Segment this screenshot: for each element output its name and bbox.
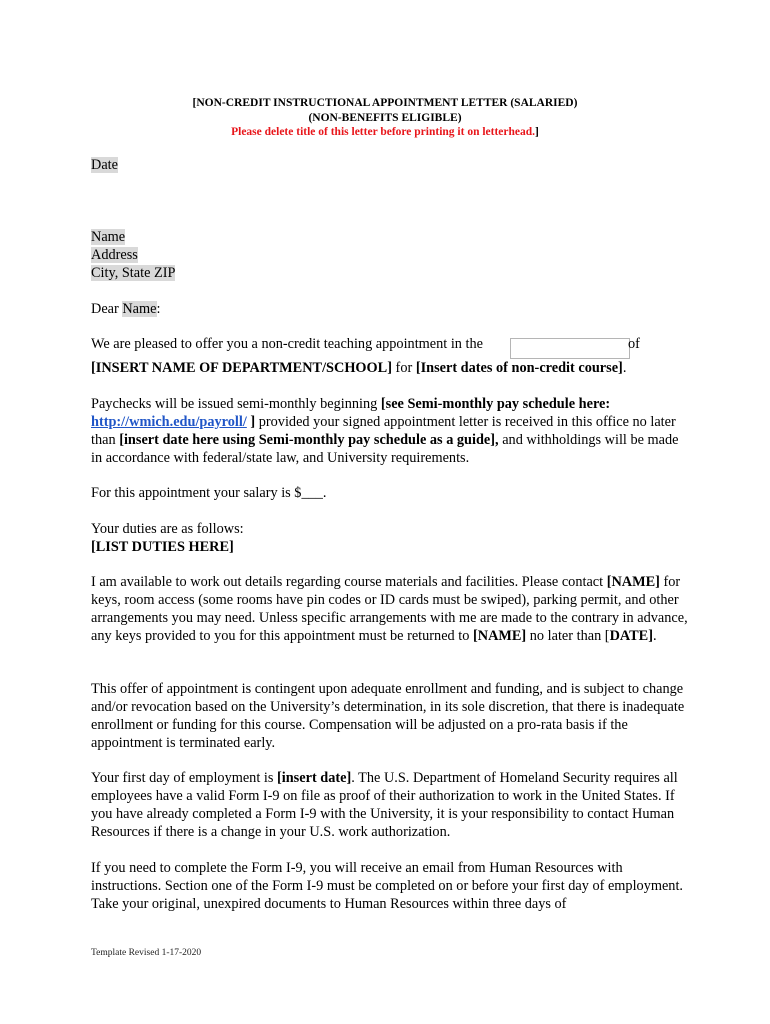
first-day-b1: [insert date] — [277, 770, 352, 786]
offer-dates: [Insert dates of non-credit course] — [415, 360, 623, 376]
offer-for: for — [391, 360, 416, 376]
title-note-red: Please delete title of this letter before printing it on letterhead. — [231, 126, 536, 138]
date-line — [91, 156, 691, 174]
title-line-2: (NON-BENEFITS ELIGIBLE) — [308, 111, 462, 124]
address-name: Name — [91, 229, 126, 245]
title-note — [0, 125, 770, 140]
available-b1: [NAME] — [606, 574, 660, 590]
department-input-field[interactable] — [510, 338, 630, 359]
available-t3: no later than [ — [526, 628, 610, 644]
available-t4: . — [652, 628, 657, 644]
salary-line: For this appointment your salary is $___. — [91, 485, 327, 501]
first-day-t1: Your first day of employment is — [91, 770, 277, 786]
available-t2: for keys, room access (some rooms have pin codes or ID cards must be swiped), parking permit, and other arrangements you may need. Unless specific arrangements with me are made to the contrary in advance, any keys provided to you for this appointment must be returned to — [91, 574, 688, 644]
payroll-link[interactable]: http://wmich.edu/payroll/ — [91, 414, 247, 430]
greeting-suffix: : — [156, 301, 161, 317]
contingent-paragraph: This offer of appointment is contingent upon adequate enrollment and funding, and is subject to change and/or revocation based on the University’s determination, in its sole discretion, that there is inadequate enrollment or funding for this course. Compensation will be adjusted on a pro-rata basis if the appointment is terminated early. — [91, 681, 685, 751]
address-block — [91, 228, 691, 282]
date-field: Date — [91, 157, 118, 173]
paychecks-t1: Paychecks will be issued semi-monthly beginning — [91, 396, 381, 412]
offer-dept: [INSERT NAME OF DEPARTMENT/SCHOOL] — [91, 360, 392, 376]
paychecks-b1: [see Semi-monthly pay schedule here: — [380, 396, 611, 412]
available-paragraph — [91, 573, 691, 645]
paychecks-b3: [insert date here using Semi-monthly pay schedule as a guide], — [119, 432, 499, 448]
duties-intro: Your duties are as follows: — [91, 521, 244, 537]
paychecks-t2: provided your signed appointment letter is received in this office no later than — [91, 414, 676, 448]
offer-line-2 — [91, 359, 711, 377]
greeting-name: Name — [122, 301, 157, 317]
first-day-t2: . The U.S. Department of Homeland Security requires all employees have a valid Form I-9 on file as proof of their authorization to work in the United States. If you have already completed a Form I-9 with the University, it is your responsibility to contact Human Resources if there is a change in your U.S. work authorization. — [91, 770, 678, 840]
available-b2: [NAME] — [472, 628, 527, 644]
duties-list: [LIST DUTIES HERE] — [91, 539, 234, 555]
offer-of: of — [628, 336, 640, 352]
title-line-1: [NON-CREDIT INSTRUCTIONAL APPOINTMENT LETTER (SALARIED) — [192, 97, 578, 109]
paychecks-paragraph — [91, 395, 691, 467]
available-t1: I am available to work out details regarding course materials and facilities. Please contact — [91, 574, 607, 590]
duties-block — [91, 520, 691, 556]
paychecks-t3: and withholdings will be made in accordance with federal/state law, and University requirements. — [91, 432, 679, 466]
first-day-paragraph — [91, 769, 691, 841]
available-b3: DATE] — [609, 628, 653, 644]
greeting-prefix: Dear — [91, 301, 123, 317]
title-note-end: ] — [535, 126, 539, 138]
offer-line-1: We are pleased to offer you a non-credit teaching appointment in the — [91, 336, 483, 352]
letter-title — [0, 96, 770, 140]
greeting — [91, 300, 691, 318]
offer-end: . — [622, 360, 627, 376]
template-footer: Template Revised 1-17-2020 — [91, 948, 202, 958]
address-city: City, State ZIP — [91, 265, 176, 281]
address-street: Address — [91, 247, 138, 263]
paychecks-b2: ] — [246, 414, 256, 430]
i9-paragraph: If you need to complete the Form I-9, you will receive an email from Human Resources with instructions. Section one of the Form I-9 must be completed on or before your first day of employment. Take your original, unexpired documents to Human Resources within three days of — [91, 860, 684, 912]
